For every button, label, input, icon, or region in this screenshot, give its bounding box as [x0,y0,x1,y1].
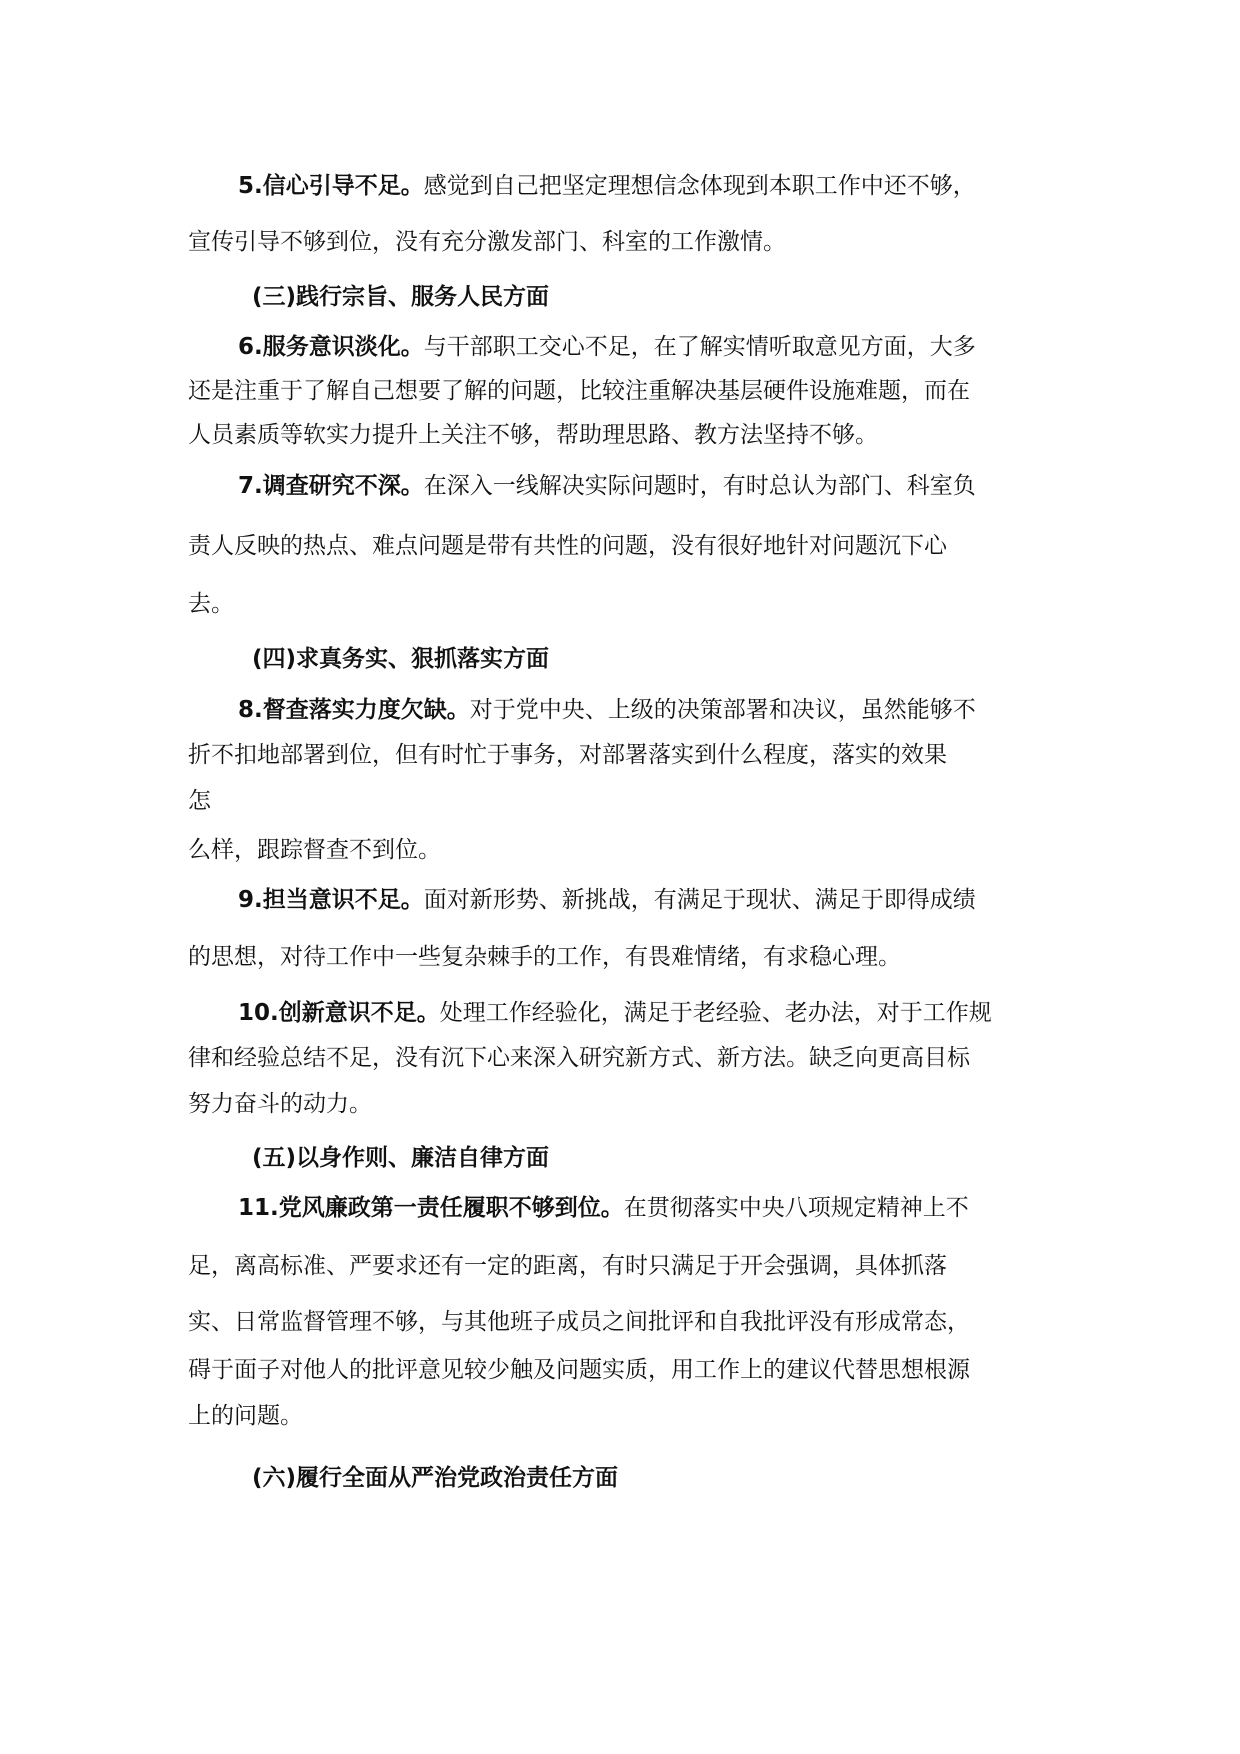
paragraph-line [188,589,234,619]
paragraph-line [188,376,970,406]
item-text: 么样，跟踪督查不到位。 [188,837,441,863]
section-heading-3 [252,282,549,312]
section-heading-text: (四)求真务实、狠抓落实方面 [252,646,550,672]
item-text: 责人反映的热点、难点问题是带有共性的问题，没有很好地针对问题沉下心 [188,533,947,559]
item-heading: 9.担当意识不足。 [238,887,424,913]
section-heading-4 [252,644,549,674]
item-text: 实、日常监督管理不够，与其他班子成员之间批评和自我批评没有形成常态， [188,1309,970,1335]
item-text: 怎 [188,788,211,814]
paragraph-6-first-line [238,332,976,362]
item-heading: 5.信心引导不足。 [238,173,424,199]
section-heading-text: (三)践行宗旨、服务人民方面 [252,284,550,310]
paragraph-line [188,1355,970,1385]
paragraph-10-first-line [238,998,992,1028]
section-heading-5 [252,1143,549,1173]
item-text: 在贯彻落实中央八项规定精神上不 [623,1195,969,1221]
item-text: 律和经验总结不足，没有沉下心来深入研究新方式、新方法。缺乏向更高目标 [188,1045,970,1071]
paragraph-5-first-line [238,171,1028,201]
paragraph-line [188,942,901,972]
item-heading: 7.调查研究不深。 [238,473,424,499]
paragraph-line [188,1043,970,1073]
paragraph-line [188,786,211,816]
item-text: 在深入一线解决实际问题时，有时总认为部门、科室负 [423,473,976,499]
item-heading: 10.创新意识不足。 [238,1000,440,1026]
item-text: 努力奋斗的动力。 [188,1091,372,1117]
item-text: 对于党中央、上级的决策部署和决议，虽然能够不 [469,697,976,723]
item-text: 与干部职工交心不足，在了解实情听取意见方面，大多 [423,334,976,360]
paragraph-line [188,740,947,770]
paragraph-line [188,531,947,561]
section-heading-6 [252,1463,618,1493]
item-heading: 8.督查落实力度欠缺。 [238,697,470,723]
paragraph-line [188,1251,947,1281]
paragraph-7-first-line [238,471,976,501]
paragraph-8-first-line [238,695,976,725]
item-heading: 11.党风廉政第一责任履职不够到位。 [238,1195,624,1221]
item-text: 足，离高标准、严要求还有一定的距离，有时只满足于开会强调，具体抓落 [188,1253,947,1279]
item-text: 还是注重于了解自己想要了解的问题，比较注重解决基层硬件设施难题，而在 [188,378,970,404]
paragraph-line [188,835,441,865]
paragraph-line [188,420,878,450]
item-text: 面对新形势、新挑战，有满足于现状、满足于即得成绩 [423,887,976,913]
paragraph-line [188,1089,372,1119]
item-text: 宣传引导不够到位，没有充分激发部门、科室的工作激情。 [188,229,786,255]
item-text: 处理工作经验化，满足于老经验、老办法，对于工作规 [439,1000,992,1026]
section-heading-text: (六)履行全面从严治党政治责任方面 [252,1465,619,1491]
paragraph-9-first-line [238,885,976,915]
section-heading-text: (五)以身作则、廉洁自律方面 [252,1145,550,1171]
item-text: 上的问题。 [188,1403,303,1429]
item-text: 感觉到自己把坚定理想信念体现到本职工作中还不够， [423,173,976,199]
item-text: 折不扣地部署到位，但有时忙于事务，对部署落实到什么程度，落实的效果 [188,742,947,768]
item-text: 碍于面子对他人的批评意见较少触及问题实质，用工作上的建议代替思想根源 [188,1357,970,1383]
item-text: 的思想，对待工作中一些复杂棘手的工作，有畏难情绪，有求稳心理。 [188,944,901,970]
item-heading: 6.服务意识淡化。 [238,334,424,360]
paragraph-line [188,1307,970,1337]
item-text: 人员素质等软实力提升上关注不够，帮助理思路、教方法坚持不够。 [188,422,878,448]
paragraph-line [188,1401,303,1431]
paragraph-line [188,227,786,257]
paragraph-11-first-line [238,1193,969,1223]
item-text: 去。 [188,591,234,617]
